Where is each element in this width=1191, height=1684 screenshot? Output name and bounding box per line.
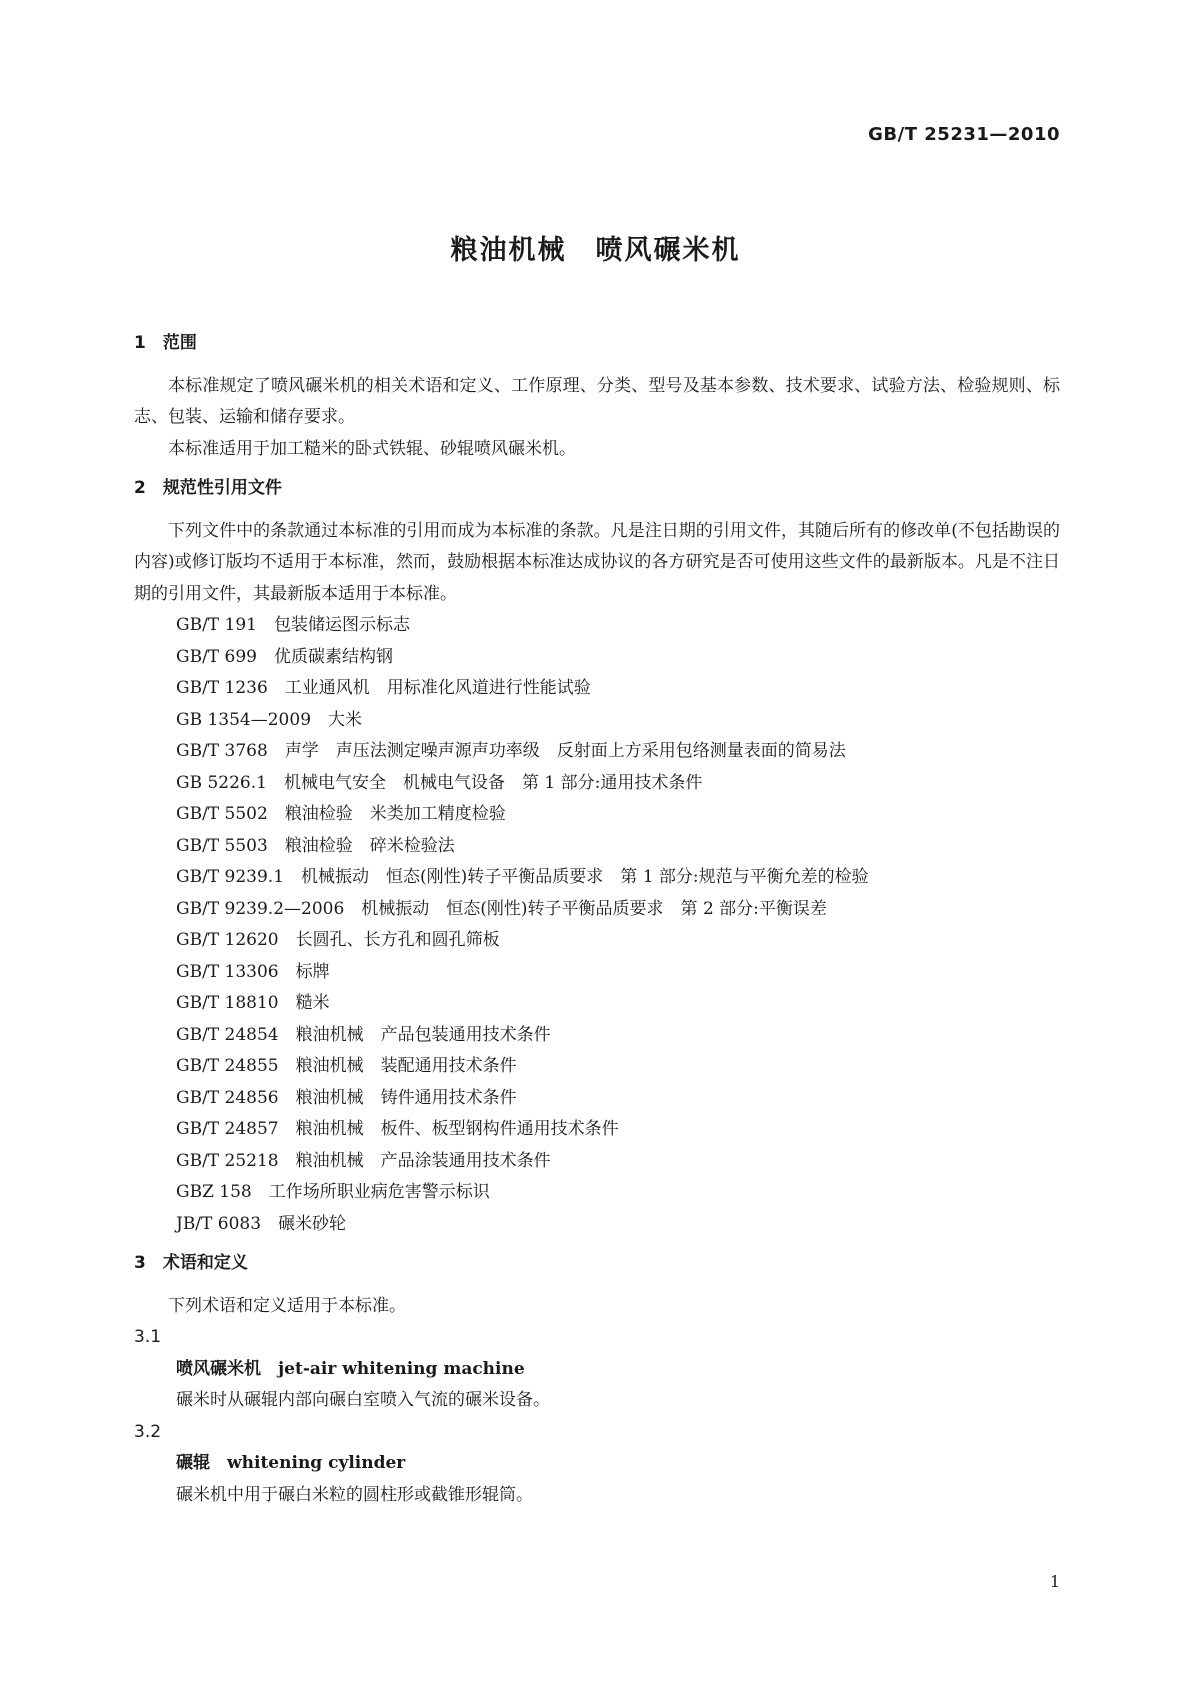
reference-item [134,642,1060,674]
reference-code: GB/T 24856 [176,1087,279,1108]
reference-title: 粮油机械 板件、板型钢构件通用技术条件 [295,1119,619,1139]
reference-item [134,768,1060,800]
reference-code: GB/T 24854 [176,1024,279,1045]
reference-code: GB/T 18810 [176,993,279,1013]
reference-title: 机械电气安全 机械电气设备 第 1 部分:通用技术条件 [283,772,703,793]
document-title: 粮油机械 喷风碾米机 [450,235,741,266]
reference-title: 机械振动 恒态(刚性)转子平衡品质要求 第 2 部分:平衡误差 [361,898,827,919]
reference-code: GB/T 191 [176,615,257,635]
reference-item [134,1177,1060,1209]
reference-code: JB/T 6083 [176,1213,262,1234]
scope-paragraph: 本标准适用于加工糙米的卧式铁辊、砂辊喷风碾米机。 [168,438,576,459]
reference-item [134,705,1060,737]
section-heading-terms: 3 术语和定义 [134,1253,248,1273]
reference-code: GB/T 5503 [176,835,268,856]
section-heading-normative-references: 2 规范性引用文件 [134,478,282,498]
reference-item [134,799,1060,831]
reference-code: GB/T 5502 [176,804,268,824]
term-english: whitening cylinder [227,1453,406,1473]
reference-item [134,831,1060,863]
reference-title: 声学 声压法测定噪声源声功率级 反射面上方采用包络测量表面的简易法 [284,741,846,761]
reference-item [134,925,1060,957]
term-chinese: 喷风碾米机 [176,1358,261,1379]
reference-code: GB/T 13306 [176,961,279,982]
reference-item [134,1051,1060,1083]
reference-title: 粮油机械 装配通用技术条件 [295,1056,517,1076]
reference-code: GB/T 24857 [176,1119,279,1139]
reference-code: GB/T 9239.2—2006 [176,898,345,919]
reference-item [134,988,1060,1020]
reference-code: GB/T 9239.1 [176,867,285,887]
reference-title: 粮油检验 米类加工精度检验 [284,804,506,824]
reference-item [134,1146,1060,1178]
reference-item [134,1020,1060,1052]
reference-title: 粮油机械 铸件通用技术条件 [295,1087,517,1108]
term-heading [134,1354,1060,1386]
term-definition: 碾米机中用于碾白米粒的圆柱形或截锥形辊筒。 [176,1484,533,1505]
terms-intro-paragraph: 下列术语和定义适用于本标准。 [168,1295,406,1316]
term-number: 3.1 [134,1327,162,1347]
term-heading [134,1448,1060,1480]
reference-code: GB 1354—2009 [176,709,312,730]
reference-title: 工作场所职业病危害警示标识 [268,1182,490,1202]
reference-item [134,894,1060,926]
standard-code: GB/T 25231—2010 [868,124,1060,145]
reference-title: 长圆孔、长方孔和圆孔筛板 [295,930,500,950]
reference-title: 标牌 [295,961,330,982]
reference-title: 优质碳素结构钢 [274,646,393,667]
reference-item [134,1083,1060,1115]
reference-title: 碾米砂轮 [278,1213,347,1234]
reference-title: 工业通风机 用标准化风道进行性能试验 [284,678,591,698]
reference-item [134,610,1060,642]
terms-list [134,1322,1060,1511]
reference-code: GB/T 3768 [176,741,268,761]
reference-code: GB/T 25218 [176,1150,279,1171]
reference-item [134,1209,1060,1241]
reference-item [134,957,1060,989]
reference-title: 粮油机械 产品涂装通用技术条件 [295,1150,551,1171]
reference-item [134,736,1060,768]
term-english: jet-air whitening machine [278,1358,525,1379]
reference-code: GBZ 158 [176,1182,252,1202]
reference-code: GB/T 1236 [176,678,268,698]
document-body [134,320,1060,1511]
scope-paragraph: 本标准规定了喷风碾米机的相关术语和定义、工作原理、分类、型号及基本参数、技术要求、试验方法、检验规则、标志、包装、运输和储存要求。 [134,375,1060,427]
reference-title: 粮油机械 产品包装通用技术条件 [295,1024,551,1045]
reference-item [134,862,1060,894]
reference-item [134,673,1060,705]
section-heading-scope: 1 范围 [134,333,197,353]
reference-title: 糙米 [295,993,330,1013]
reference-title: 大米 [328,709,363,730]
page-number: 1 [1049,1572,1060,1591]
term-definition: 碾米时从碾辊内部向碾白室喷入气流的碾米设备。 [176,1390,550,1410]
reference-title: 包装储运图示标志 [274,615,410,635]
reference-code: GB/T 24855 [176,1056,279,1076]
term-number: 3.2 [134,1421,162,1442]
reference-title: 机械振动 恒态(刚性)转子平衡品质要求 第 1 部分:规范与平衡允差的检验 [301,867,869,887]
reference-code: GB 5226.1 [176,772,267,793]
reference-list [134,610,1060,1240]
reference-code: GB/T 699 [176,646,257,667]
reference-code: GB/T 12620 [176,930,279,950]
normative-intro-paragraph: 下列文件中的条款通过本标准的引用而成为本标准的条款。凡是注日期的引用文件，其随后所有的修改单(不包括勘误的内容)或修订版均不适用于本标准，然而，鼓励根据本标准达成协议的各方研究是否可使用这些文件的最新版本。凡是不注日期的引用文件，其最新版本适用于本标准。 [134,520,1060,604]
reference-title: 粮油检验 碎米检验法 [284,835,455,856]
reference-item [134,1114,1060,1146]
term-chinese: 碾辊 [176,1453,210,1473]
